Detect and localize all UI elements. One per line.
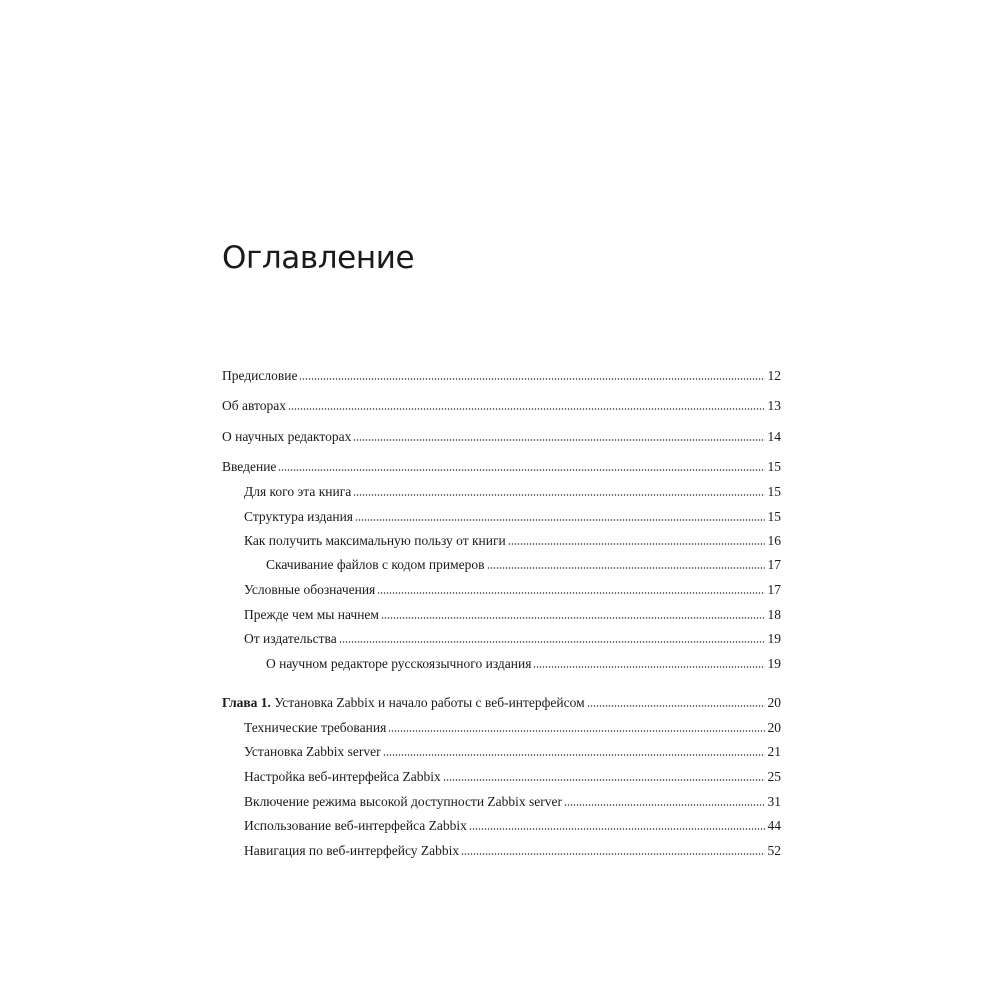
toc-entry-page: 21 [767, 744, 781, 759]
toc-entry-page: 25 [767, 769, 781, 784]
toc-entry-page: 31 [767, 794, 781, 809]
dot-leader [469, 827, 765, 831]
toc-entry-label: От издательства [244, 631, 337, 646]
dot-leader [487, 566, 765, 570]
toc-entry-high-availability [244, 790, 781, 810]
dot-leader [288, 407, 765, 411]
toc-entry-label: Установка Zabbix server [244, 744, 381, 759]
toc-entry-label: Структура издания [244, 509, 354, 524]
dot-leader [461, 852, 765, 856]
toc-entry-label: О научном редакторе русскоязычного издания [266, 656, 532, 671]
dot-leader [299, 377, 765, 381]
toc-entry-label: Как получить максимальную пользу от книги [244, 533, 506, 548]
dot-leader [564, 803, 765, 807]
toc-entry-page: 20 [767, 695, 781, 710]
toc-entry-label: О научных редакторах [222, 429, 352, 444]
toc-entry-page: 18 [767, 607, 781, 622]
toc-entry-chapter-1 [222, 691, 781, 711]
toc-entry-getting-most [244, 529, 781, 549]
toc-entry-label: Условные обозначения [244, 582, 376, 597]
chapter-title: Установка Zabbix и начало работы с веб-интерфейсом [274, 695, 585, 710]
toc-entry-using-frontend [244, 814, 781, 834]
toc-entry-label: Предисловие [222, 368, 298, 383]
toc-entry-label: Настройка веб-интерфейса Zabbix [244, 769, 441, 784]
toc-entry-page: 12 [767, 368, 781, 383]
dot-leader [381, 616, 765, 620]
toc-entry-page: 19 [767, 631, 781, 646]
toc-entry-about-authors [222, 394, 781, 414]
toc-entry-label: Включение режима высокой доступности Zabbix server [244, 794, 563, 809]
dot-leader [533, 665, 765, 669]
toc-entry-page: 16 [767, 533, 781, 548]
toc-entry-label: Использование веб-интерфейса Zabbix [244, 818, 467, 833]
toc-entry-navigation [244, 839, 781, 859]
toc-entry-page: 15 [767, 484, 781, 499]
toc-entry-label: Скачивание файлов с кодом примеров [266, 557, 485, 572]
toc-entry-structure [244, 505, 781, 525]
toc-heading: Оглавление [222, 240, 415, 276]
toc-entry-about-reviewers [222, 425, 781, 445]
toc-entry-label: Для кого эта книга [244, 484, 352, 499]
toc-entry-label: Об авторах [222, 398, 286, 413]
toc-entry-page: 20 [767, 720, 781, 735]
toc-entry-audience [244, 480, 781, 500]
toc-entry-page: 52 [767, 843, 781, 858]
toc-entry-page: 15 [767, 509, 781, 524]
toc-entry-page: 15 [767, 459, 781, 474]
toc-entry-install-server [244, 740, 781, 760]
dot-leader [339, 640, 765, 644]
toc-entry-russian-editor [266, 652, 781, 672]
toc-entry-page: 19 [767, 656, 781, 671]
toc-entry-label: Навигация по веб-интерфейсу Zabbix [244, 843, 460, 858]
toc-entry-label [222, 695, 585, 711]
toc-entry-conventions [244, 578, 781, 598]
dot-leader [587, 704, 765, 708]
toc-entry-page: 17 [767, 582, 781, 597]
dot-leader [278, 468, 765, 472]
toc-entry-publisher [244, 627, 781, 647]
toc-entry-label: Введение [222, 459, 277, 474]
dot-leader [377, 591, 765, 595]
dot-leader [353, 493, 765, 497]
dot-leader [355, 518, 765, 522]
toc-entry-label: Технические требования [244, 720, 387, 735]
toc-entry-introduction [222, 455, 781, 475]
chapter-prefix: Глава 1. [222, 695, 271, 710]
toc-entry-before-start [244, 603, 781, 623]
toc-entry-page: 13 [767, 398, 781, 413]
dot-leader [443, 778, 765, 782]
toc-entry-download-code [266, 553, 781, 573]
toc-entry-preface [222, 364, 781, 384]
dot-leader [383, 753, 765, 757]
toc-entry-page: 44 [767, 818, 781, 833]
toc-entry-setup-frontend [244, 765, 781, 785]
toc-entry-page: 17 [767, 557, 781, 572]
toc-entry-tech-requirements [244, 716, 781, 736]
dot-leader [388, 729, 765, 733]
toc-entry-page: 14 [767, 429, 781, 444]
toc-entry-label: Прежде чем мы начнем [244, 607, 379, 622]
dot-leader [353, 438, 765, 442]
dot-leader [508, 542, 765, 546]
